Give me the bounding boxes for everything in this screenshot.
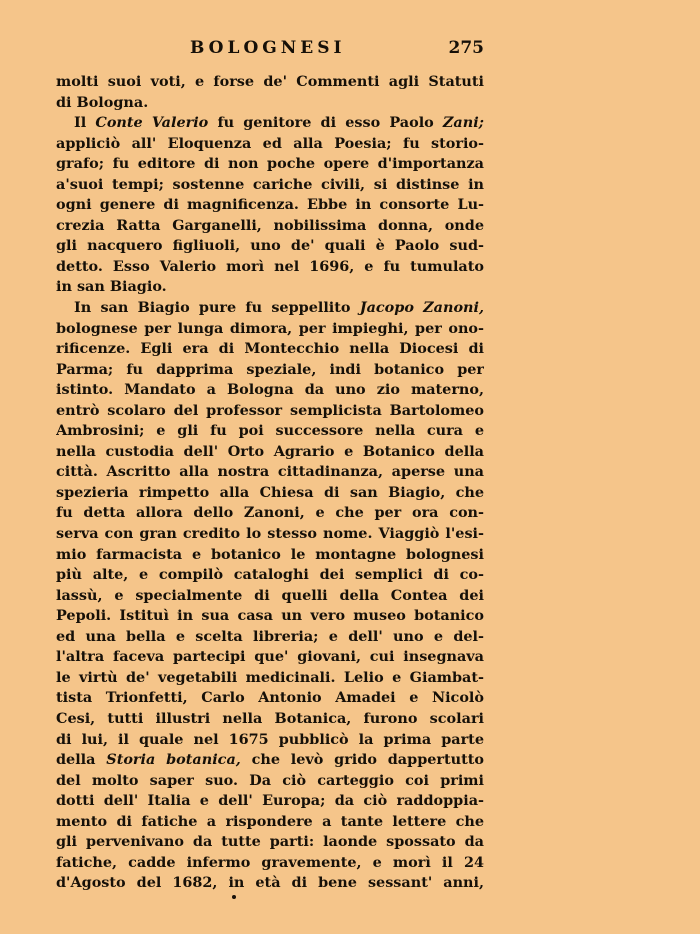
text-line: molti suoi voti, e forse de' Commenti agli Statuti bbox=[56, 73, 484, 90]
text-segment: che levò grido dappertutto bbox=[240, 751, 484, 769]
text-line: crezia Ratta Garganelli, nobilissima donna, onde bbox=[56, 216, 484, 234]
text-line: grafo; fu editore di non poche opere d'importanza bbox=[56, 155, 484, 173]
text-line: fu detta allora dello Zanoni, e che per ora con- bbox=[56, 504, 484, 522]
text-line: Cesi, tutti illustri nella Botanica, furono scolari bbox=[56, 709, 484, 727]
text-line: serva con gran credito lo stesso nome. Viaggiò l'esi- bbox=[56, 525, 484, 543]
text-line: detto. Esso Valerio morì nel 1696, e fu tumulato bbox=[56, 257, 484, 275]
text-line: dotti dell' Italia e dell' Europa; da ciò raddoppia- bbox=[56, 792, 484, 810]
text-line: Ambrosini; e gli fu poi successore nella cura e bbox=[56, 422, 484, 440]
text-line: bolognese per lunga dimora, per impieghi, per ono- bbox=[56, 319, 484, 337]
text-line: nella custodia dell' Orto Agrario e Botanico della bbox=[56, 442, 484, 460]
text-line: Pepoli. Istituì in sua casa un vero museo botanico bbox=[56, 607, 484, 625]
text-line: istinto. Mandato a Bologna da uno zio materno, bbox=[56, 381, 484, 399]
text-line: lassù, e specialmente di quelli della Contea dei bbox=[56, 586, 484, 604]
text-line: di Bologna. bbox=[56, 93, 149, 111]
text-line: spezieria rimpetto alla Chiesa di san Biagio, che bbox=[56, 483, 484, 501]
text-segment: fu genitore di esso Paolo bbox=[208, 114, 443, 132]
text-line: fatiche, cadde infermo gravemente, e morì il 24 bbox=[56, 853, 484, 871]
text-segment: In san Biagio pure fu seppellito bbox=[74, 299, 360, 317]
text-segment: Il bbox=[74, 114, 96, 132]
text-line: d'Agosto del 1682, in età di bene sessant' anni, bbox=[56, 874, 484, 892]
text-line: città. Ascritto alla nostra cittadinanza, aperse una bbox=[56, 463, 484, 481]
running-head bbox=[56, 38, 484, 64]
text-line: entrò scolaro del professor semplicista Bartolomeo bbox=[56, 401, 484, 419]
text-line: tista Trionfetti, Carlo Antonio Amadei e Nicolò bbox=[56, 689, 484, 707]
text-line: mento di fatiche a rispondere a tante lettere che bbox=[56, 812, 484, 830]
italic-segment: Zani; bbox=[442, 114, 484, 132]
italic-segment: Storia botanica, bbox=[106, 751, 241, 769]
text-line: del molto saper suo. Da ciò carteggio coi primi bbox=[56, 771, 484, 789]
text-line bbox=[56, 298, 484, 319]
text-line: le virtù de' vegetabili medicinali. Lelio e Giambat- bbox=[56, 668, 484, 686]
text-line: gli pervenivano da tutte parti: laonde spossato da bbox=[56, 833, 484, 851]
text-line: di lui, il quale nel 1675 pubblicò la prima parte bbox=[56, 730, 484, 748]
text-line: l'altra faceva partecipi que' giovani, cui insegnava bbox=[56, 648, 484, 666]
text-line: ogni genere di magnificenza. Ebbe in consorte Lu- bbox=[56, 196, 484, 214]
text-line: mio farmacista e botanico le montagne bolognesi bbox=[56, 545, 484, 563]
italic-segment: Jacopo Zanoni, bbox=[359, 299, 484, 317]
text-line: ed una bella e scelta libreria; e dell' uno e del- bbox=[56, 627, 484, 645]
ink-speck bbox=[232, 895, 236, 899]
running-title: BOLOGNESI bbox=[190, 38, 346, 58]
text-line bbox=[56, 113, 484, 134]
body-text bbox=[56, 72, 484, 894]
text-line: in san Biagio. bbox=[56, 278, 167, 296]
text-line: rificenze. Egli era di Montecchio nella Diocesi di bbox=[56, 340, 484, 358]
page-number: 275 bbox=[448, 38, 484, 58]
text-line: gli nacquero figliuoli, uno de' quali è Paolo sud- bbox=[56, 237, 484, 255]
text-segment: della bbox=[56, 751, 107, 769]
text-line: appliciò all' Eloquenza ed alla Poesia; fu storio- bbox=[56, 134, 484, 152]
text-line: a'suoi tempi; sostenne cariche civili, si distinse in bbox=[56, 175, 484, 193]
text-line: più alte, e compilò cataloghi dei semplici di co- bbox=[56, 566, 484, 584]
text-line: Parma; fu dapprima speziale, indi botanico per bbox=[56, 360, 484, 378]
italic-segment: Conte Valerio bbox=[95, 114, 209, 132]
text-line bbox=[56, 750, 484, 771]
